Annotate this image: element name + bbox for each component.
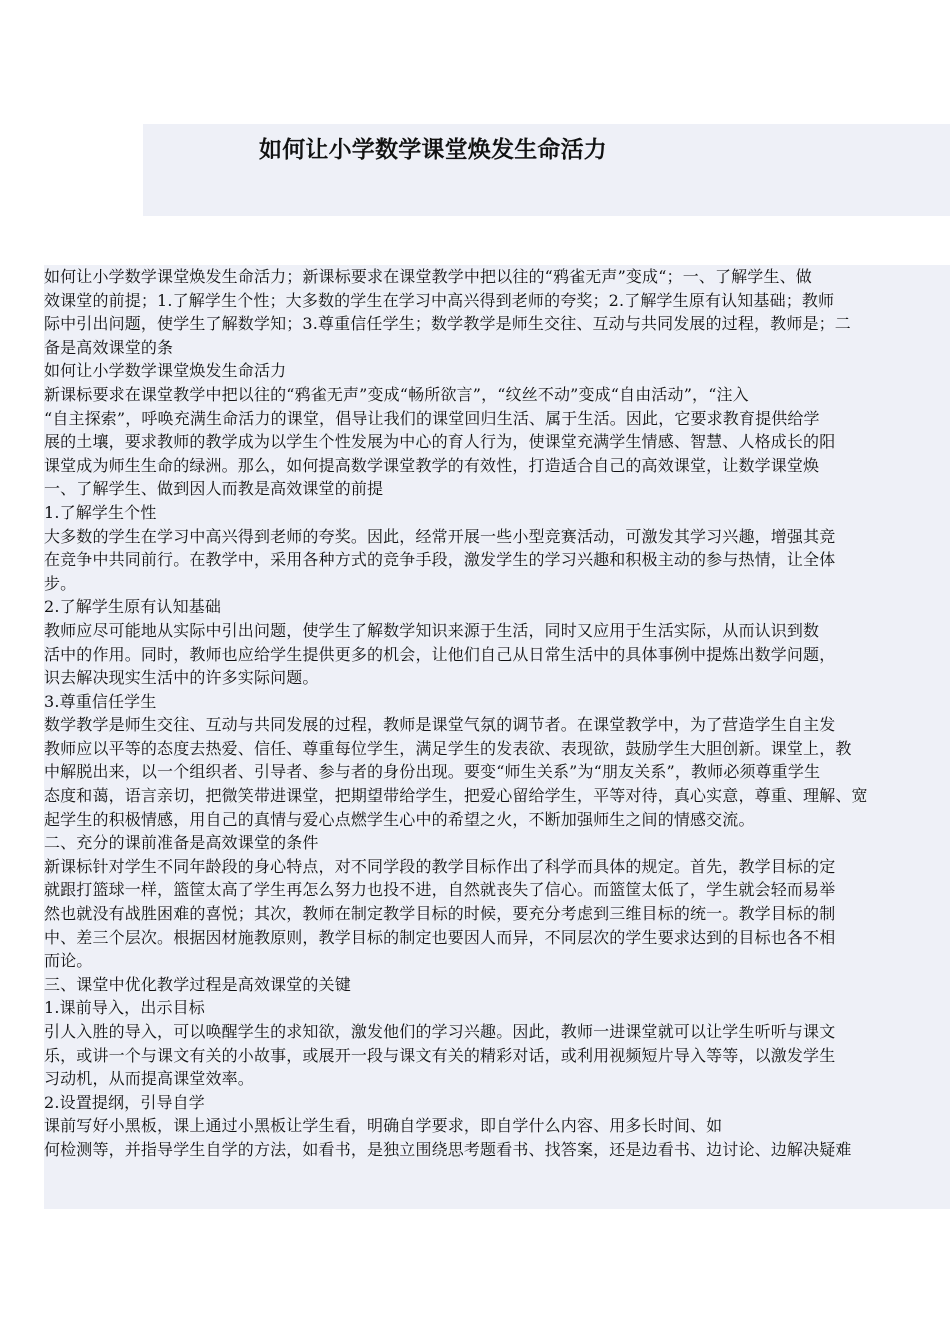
section-heading: 三、课堂中优化教学过程是高效课堂的关键 xyxy=(44,974,351,994)
section-heading: 一、了解学生、做到因人而教是高效课堂的前提 xyxy=(44,479,384,499)
text-line: 中解脱出来，以一个组织者、引导者、参与者的身份出现。要变“师生关系”为“朋友关系”，教师必须尊重学生 xyxy=(44,762,821,782)
text-line: 新课标针对学生不同年龄段的身心特点，对不同学段的教学目标作出了科学而具体的规定。首先，教学目标的定 xyxy=(44,856,836,876)
text-line: 何检测等，并指导学生自学的方法，如看书，是独立围绕思考题看书、找答案，还是边看书、边讨论、边解决疑难 xyxy=(44,1139,852,1159)
text-line: 而论。 xyxy=(44,951,93,971)
subsection-heading: 2.了解学生原有认知基础 xyxy=(44,597,222,617)
text-line: “自主探索”，呼唤充满生命活力的课堂，倡导让我们的课堂回归生活、属于生活。因此，它要求教育提供给学 xyxy=(44,408,820,428)
subsection-heading: 1.了解学生个性 xyxy=(44,502,157,522)
title-banner xyxy=(143,124,950,216)
subsection-heading: 1.课前导入，出示目标 xyxy=(44,998,205,1018)
text-line: 教师应以平等的态度去热爱、信任、尊重每位学生，满足学生的发表欲、表现欲，鼓励学生大胆创新。课堂上，教 xyxy=(44,738,852,758)
text-line: 识去解决现实生活中的许多实际问题。 xyxy=(44,668,319,688)
text-line: 就跟打篮球一样，篮筐太高了学生再怎么努力也投不进，自然就丧失了信心。而篮筐太低了，学生就会轻而易举 xyxy=(44,880,836,900)
text-line: 引人入胜的导入，可以唤醒学生的求知欲，激发他们的学习兴趣。因此，教师一进课堂就可以让学生听听与课文 xyxy=(44,1022,836,1041)
text-line: 活中的作用。同时，教师也应给学生提供更多的机会，让他们自己从日常生活中的具体事例中提炼出数学问题， xyxy=(44,644,836,664)
document-body xyxy=(44,265,950,1209)
text-line: 态度和蔼，语言亲切，把微笑带进课堂，把期望带给学生，把爱心留给学生，平等对待，真心实意，尊重、理解、宽 xyxy=(44,786,868,806)
document-title: 如何让小学数学课堂焕发生命活力 xyxy=(259,136,607,163)
text-line: 展的土壤，要求教师的教学成为以学生个性发展为中心的育人行为，使课堂充满学生情感、智慧、人格成长的阳 xyxy=(44,432,836,452)
text-line: 效课堂的前提；1.了解学生个性；大多数的学生在学习中高兴得到老师的夸奖；2.了解学生原有认知基础；教师 xyxy=(44,290,835,310)
subsection-heading: 3.尊重信任学生 xyxy=(44,691,157,711)
text-line: 数学教学是师生交往、互动与共同发展的过程，教师是课堂气氛的调节者。在课堂教学中，为了营造学生自主发 xyxy=(44,715,836,735)
text-line: 中、差三个层次。根据因材施教原则，教学目标的制定也要因人而异，不同层次的学生要求达到的目标也各不相 xyxy=(44,927,836,947)
text-line: 教师应尽可能地从实际中引出问题，使学生了解数学知识来源于生活，同时又应用于生活实际，从而认识到数 xyxy=(44,620,820,640)
text-line: 备是高效课堂的条 xyxy=(44,337,174,357)
text-line: 课前写好小黑板，课上通过小黑板让学生看，明确自学要求，即自学什么内容、用多长时间、如 xyxy=(44,1116,723,1136)
text-line: 在竞争中共同前行。在教学中，采用各种方式的竞争手段，激发学生的学习兴趣和积极主动的参与热情，让全体 xyxy=(44,550,836,570)
text-line: 习动机，从而提高课堂效率。 xyxy=(44,1069,254,1089)
section-heading: 二、充分的课前准备是高效课堂的条件 xyxy=(44,833,319,853)
text-line: 步。 xyxy=(44,573,77,593)
text-line: 大多数的学生在学习中高兴得到老师的夸奖。因此，经常开展一些小型竞赛活动，可激发其学习兴趣，增强其竞 xyxy=(44,526,836,546)
text-line: 如何让小学数学课堂焕发生命活力；新课标要求在课堂教学中把以往的“鸦雀无声”变成“；一、了解学生、做 xyxy=(44,267,812,286)
subsection-heading: 2.设置提纲，引导自学 xyxy=(44,1092,205,1112)
text-line: 乐，或讲一个与课文有关的小故事，或展开一段与课文有关的精彩对话，或利用视频短片导入等等，以激发学生 xyxy=(44,1045,836,1065)
text-line: 如何让小学数学课堂焕发生命活力 xyxy=(44,361,287,381)
text-line: 起学生的积极情感，用自己的真情与爱心点燃学生心中的希望之火，不断加强师生之间的情感交流。 xyxy=(44,809,755,829)
text-line: 际中引出问题，使学生了解数学知；3.尊重信任学生；数学教学是师生交往、互动与共同发展的过程，教师是；二 xyxy=(44,314,851,334)
text-line: 新课标要求在课堂教学中把以往的“鸦雀无声”变成“畅所欲言”，“纹丝不动”变成“自由活动”，“注入 xyxy=(44,384,749,404)
text-line: 课堂成为师生生命的绿洲。那么，如何提高数学课堂教学的有效性，打造适合自己的高效课堂，让数学课堂焕 xyxy=(44,455,820,475)
text-line: 然也就没有战胜困难的喜悦；其次，教师在制定教学目标的时候，要充分考虑到三维目标的统一。教学目标的制 xyxy=(44,904,836,924)
